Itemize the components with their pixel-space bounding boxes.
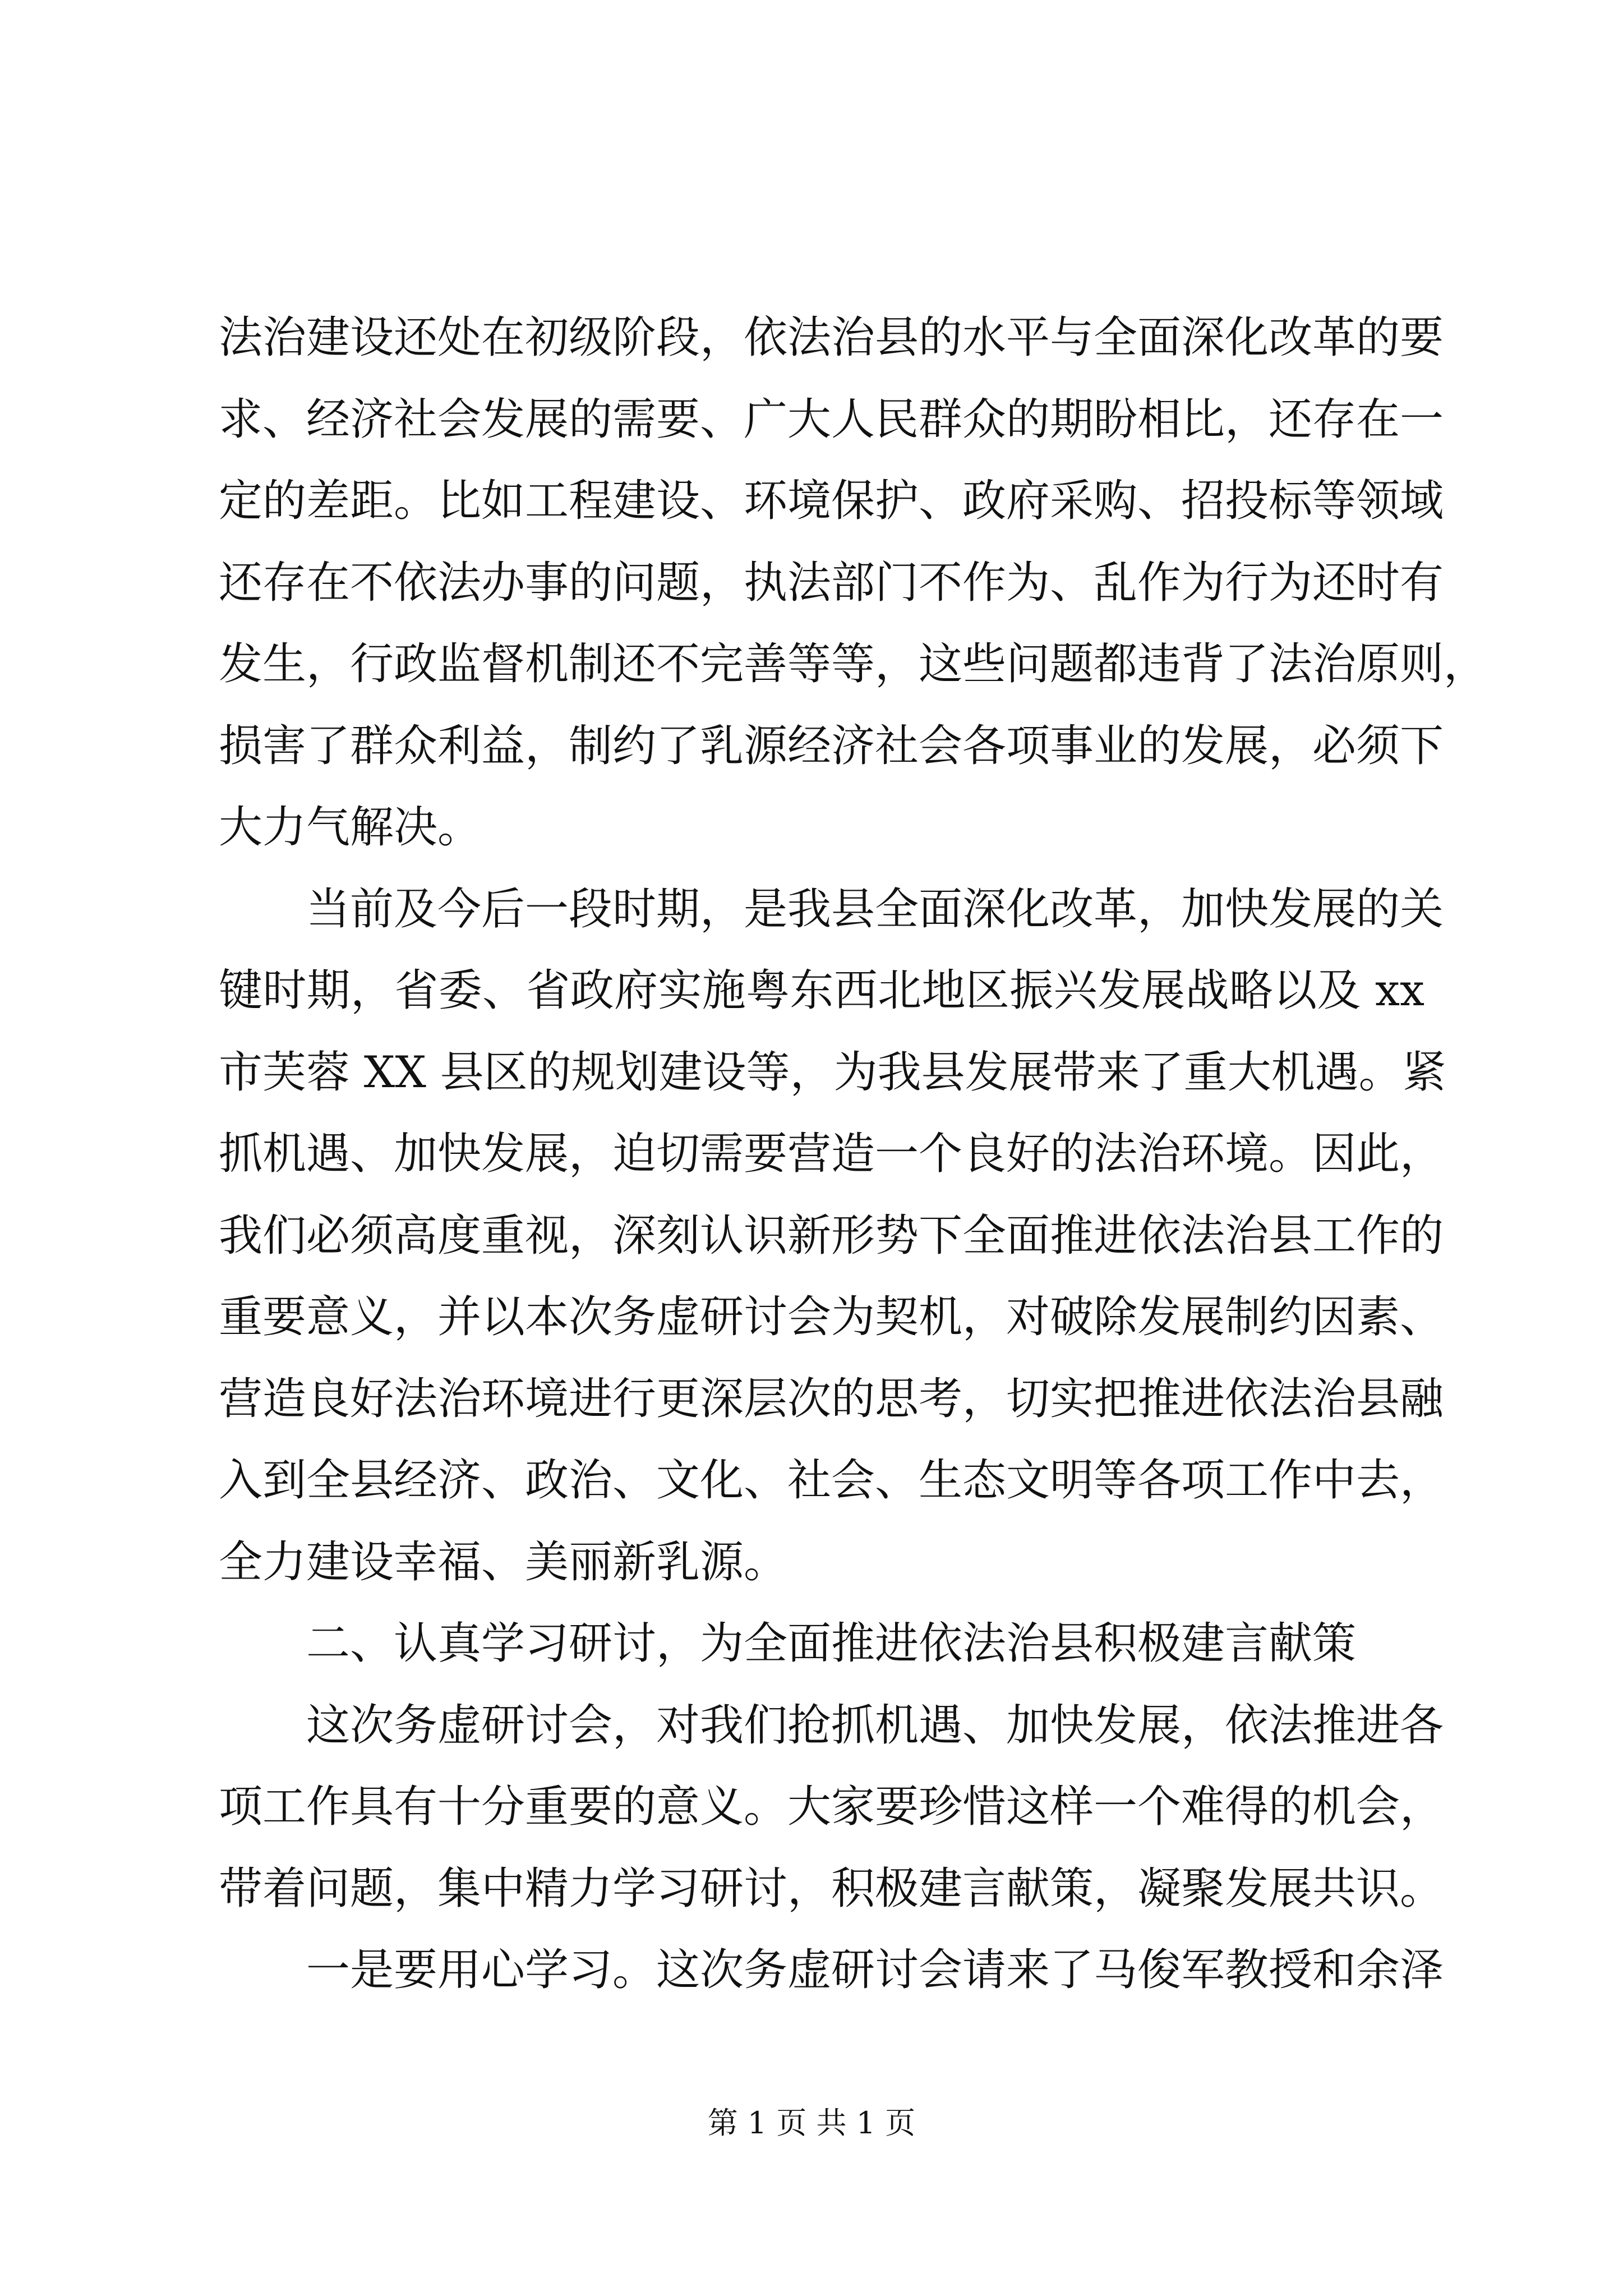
text-line: 发生，行政监督机制还不完善等等，这些问题都违背了法治原则，	[219, 639, 1488, 689]
text-line: 当前及今后一段时期，是我县全面深化改革，加快发展的关	[306, 884, 1444, 935]
text-line: 损害了群众利益，制约了乳源经济社会各项事业的发展，必须下	[219, 720, 1444, 771]
section-heading: 二、认真学习研讨，为全面推进依法治县积极建言献策	[306, 1618, 1357, 1669]
text-line: 这次务虚研讨会，对我们抢抓机遇、加快发展，依法推进各	[306, 1700, 1444, 1751]
text-line: 抓机遇、加快发展，迫切需要营造一个良好的法治环境。因此，	[219, 1129, 1444, 1179]
text-line: 大力气解决。	[219, 802, 482, 853]
text-line: 键时期，省委、省政府实施粤东西北地区振兴发展战略以及 xx	[219, 965, 1424, 1016]
text-line: 求、经济社会发展的需要、广大人民群众的期盼相比，还存在一	[219, 394, 1444, 445]
text-line: 项工作具有十分重要的意义。大家要珍惜这样一个难得的机会，	[219, 1782, 1444, 1832]
text-line: 还存在不依法办事的问题，执法部门不作为、乱作为行为还时有	[219, 557, 1444, 608]
text-line: 营造良好法治环境进行更深层次的思考，切实把推进依法治县融	[219, 1373, 1444, 1424]
text-line: 全力建设幸福、美丽新乳源。	[219, 1536, 788, 1588]
text-line: 入到全县经济、政治、文化、社会、生态文明等各项工作中去，	[219, 1455, 1444, 1506]
text-line: 一是要用心学习。这次务虚研讨会请来了马俊军教授和余泽	[306, 1945, 1444, 1995]
text-line: 重要意义，并以本次务虚研讨会为契机，对破除发展制约因素、	[219, 1292, 1444, 1342]
body-text	[219, 297, 1488, 2012]
text-line: 带着问题，集中精力学习研讨，积极建言献策，凝聚发展共识。	[219, 1863, 1444, 1914]
text-line: 法治建设还处在初级阶段，依法治县的水平与全面深化改革的要	[219, 312, 1444, 363]
text-line: 我们必须高度重视，深刻认识新形势下全面推进依法治县工作的	[219, 1210, 1444, 1261]
page-footer: 第 1 页 共 1 页	[707, 2105, 916, 2141]
text-line: 市芙蓉 XX 县区的规划建设等，为我县发展带来了重大机遇。紧	[219, 1047, 1446, 1098]
text-line: 定的差距。比如工程建设、环境保护、政府采购、招投标等领域	[219, 476, 1444, 526]
